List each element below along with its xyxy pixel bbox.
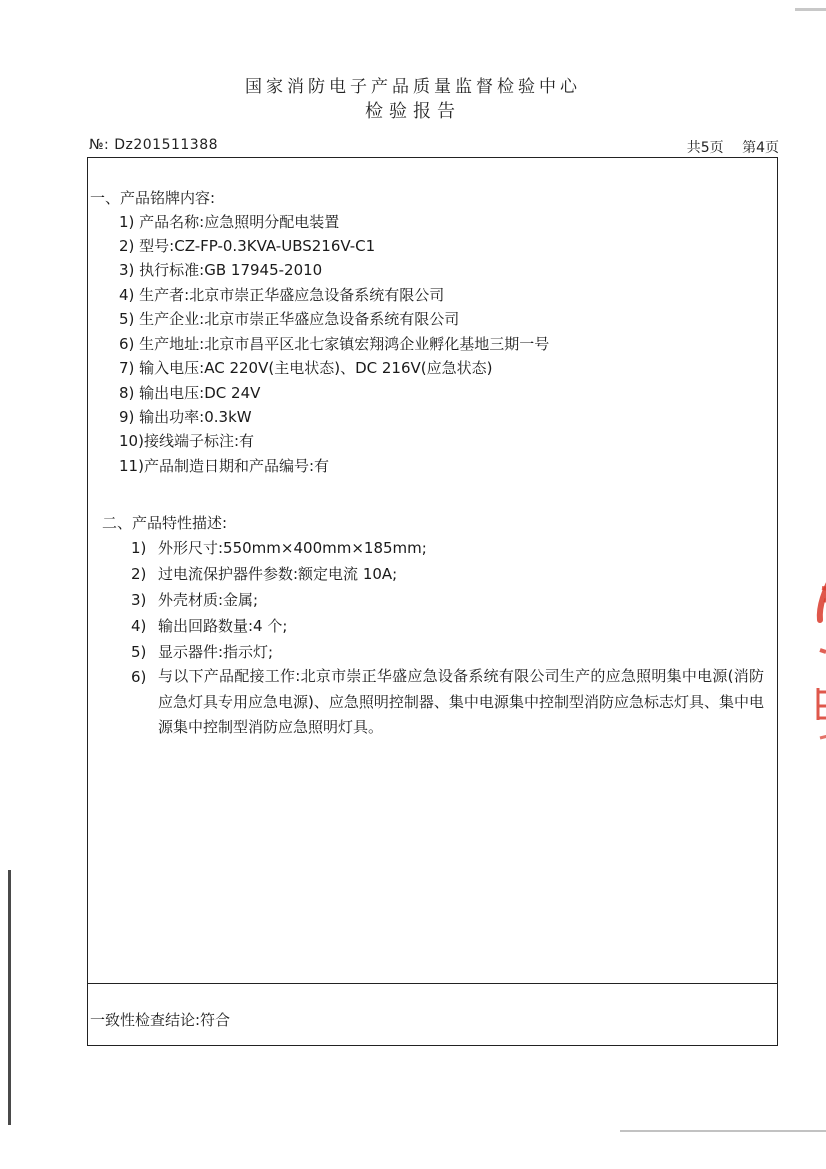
nameplate-item: 8) 输出电压:DC 24V — [119, 384, 261, 402]
consistency-conclusion: 一致性检查结论:符合 — [90, 1011, 231, 1029]
section-heading-characteristics: 二、产品特性描述: — [102, 514, 228, 532]
characteristic-item: 3) 外壳材质:金属; — [131, 591, 259, 609]
nameplate-item: 6) 生产地址:北京市昌平区北七家镇宏翔鸿企业孵化基地三期一号 — [119, 335, 550, 353]
nameplate-item: 1) 产品名称:应急照明分配电装置 — [119, 213, 340, 231]
characteristic-item: 5) 显示器件:指示灯; — [131, 643, 274, 661]
characteristic-item-number: 6) — [131, 668, 147, 686]
section-heading-nameplate: 一、产品铭牌内容: — [90, 189, 216, 207]
nameplate-item: 7) 输入电压:AC 220V(主电状态)、DC 216V(应急状态) — [119, 359, 493, 377]
report-number: №: Dz201511388 — [89, 137, 219, 153]
conclusion-divider — [88, 983, 777, 984]
report-meta-row — [89, 135, 779, 157]
nameplate-item: 9) 输出功率:0.3kW — [119, 408, 252, 426]
page-info — [685, 137, 779, 157]
scan-artifact-bottom-edge — [620, 1130, 826, 1132]
nameplate-item: 3) 执行标准:GB 17945-2010 — [119, 261, 323, 279]
total-pages: 共5页 — [686, 140, 724, 156]
nameplate-item: 5) 生产企业:北京市崇正华盛应急设备系统有限公司 — [119, 310, 460, 328]
scan-artifact-top — [795, 8, 826, 11]
characteristic-item: 2) 过电流保护器件参数:额定电流 10A; — [131, 565, 398, 583]
red-seal-stamp — [808, 560, 826, 780]
nameplate-item: 2) 型号:CZ-FP-0.3KVA-UBS216V-C1 — [119, 237, 376, 255]
nameplate-item: 4) 生产者:北京市崇正华盛应急设备系统有限公司 — [119, 286, 445, 304]
report-content-frame — [87, 157, 778, 1046]
characteristic-item: 4) 输出回路数量:4 个; — [131, 617, 288, 635]
current-page: 第4页 — [742, 140, 779, 156]
nameplate-item: 11)产品制造日期和产品编号:有 — [119, 457, 330, 475]
characteristic-item: 1) 外形尺寸:550mm×400mm×185mm; — [131, 539, 427, 557]
document-title: 检验报告 — [365, 101, 461, 122]
issuing-organization: 国家消防电子产品质量监督检验中心 — [245, 77, 581, 97]
characteristic-item-compatibility: 与以下产品配接工作:北京市崇正华盛应急设备系统有限公司生产的应急照明集中电源(消防应急灯具专用应急电源)、应急照明控制器、集中电源集中控制型消防应急标志灯具、集中电源集中控制型消防应急照明灯具。 — [158, 667, 764, 736]
scan-artifact-left-edge — [8, 870, 11, 1125]
nameplate-item: 10)接线端子标注:有 — [119, 432, 255, 450]
